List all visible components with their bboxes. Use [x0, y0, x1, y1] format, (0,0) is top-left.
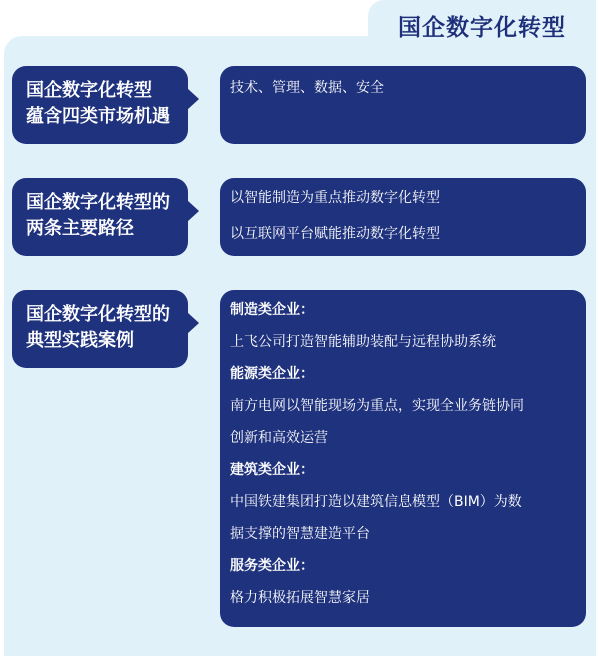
case-construction-line-1: 中国铁建集团打造以建筑信息模型（BIM）为数: [230, 494, 522, 510]
case-construction-heading: 建筑类企业：: [230, 462, 314, 478]
case-energy-line-1: 南方电网以智能现场为重点，实现全业务链协同: [230, 398, 524, 414]
row-3-content-box: [220, 290, 586, 627]
row-3-label-box: [12, 290, 188, 368]
row-2-label-line-2: 两条主要路径: [26, 218, 134, 239]
row-1-content-line-1: 技术、管理、数据、安全: [230, 80, 384, 96]
row-2-label-line-1: 国企数字化转型的: [26, 192, 170, 213]
row-3-label-line-1: 国企数字化转型的: [26, 304, 170, 325]
row-2-arrow: [187, 200, 199, 222]
case-service-heading: 服务类企业：: [230, 558, 314, 574]
case-service-line-1: 格力积极拓展智慧家居: [230, 590, 370, 606]
case-energy-heading: 能源类企业：: [230, 366, 314, 382]
row-2-content-line-1: 以智能制造为重点推动数字化转型: [230, 190, 440, 206]
row-1-content-box: [220, 66, 586, 144]
row-3-arrow: [187, 312, 199, 334]
row-1-label-line-1: 国企数字化转型: [26, 80, 152, 101]
case-manufacturing-line-1: 上飞公司打造智能辅助装配与远程协助系统: [230, 334, 496, 350]
row-2-label-box: [12, 178, 188, 256]
row-1-label-line-2: 蕴含四类市场机遇: [26, 106, 170, 127]
row-2-content-box: [220, 178, 586, 256]
case-manufacturing-heading: 制造类企业：: [230, 302, 314, 318]
row-1-arrow: [187, 88, 199, 110]
case-construction-line-2: 据支撑的智慧建造平台: [230, 526, 370, 542]
row-1-label-box: [12, 66, 188, 144]
page-title: 国企数字化转型: [398, 15, 566, 41]
row-3-label-line-2: 典型实践案例: [26, 330, 134, 351]
case-energy-line-2: 创新和高效运营: [230, 430, 328, 446]
row-2-content-line-2: 以互联网平台赋能推动数字化转型: [230, 226, 440, 242]
